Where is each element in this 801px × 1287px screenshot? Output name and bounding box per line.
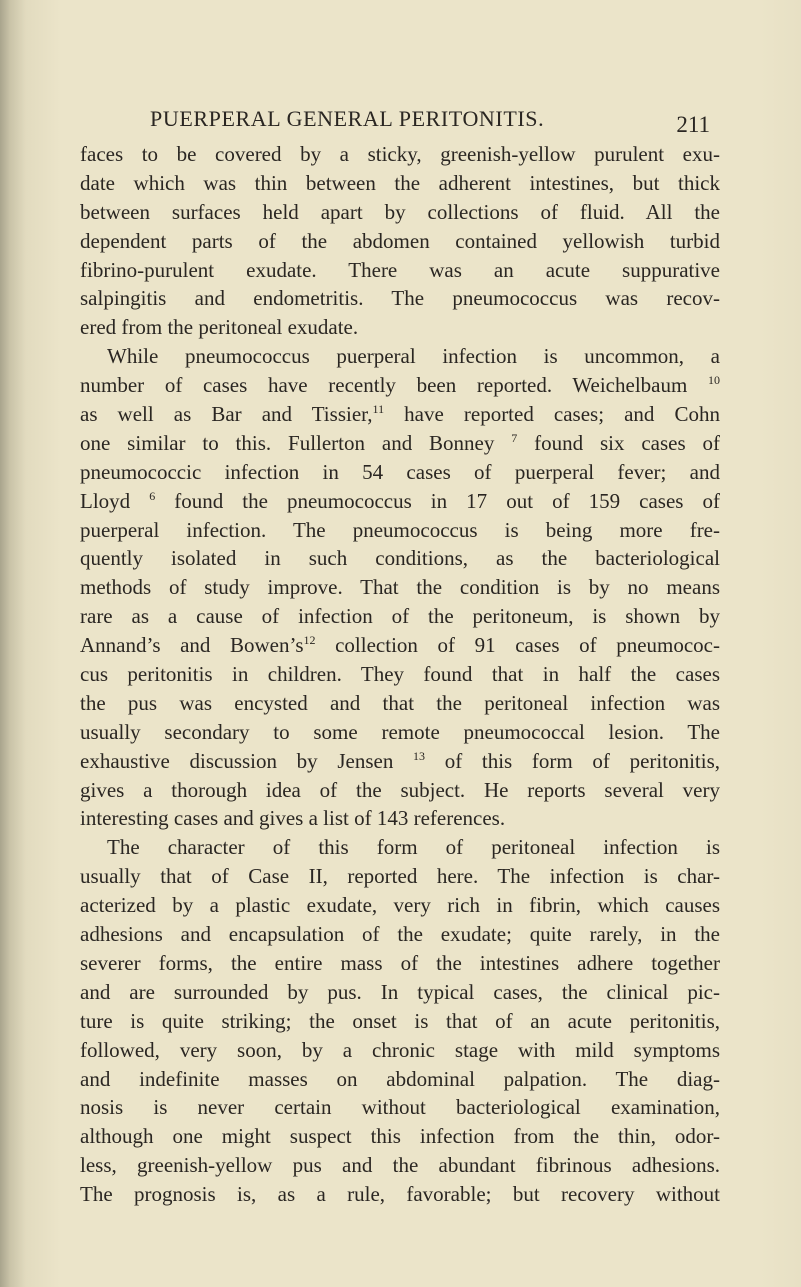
text-line: The prognosis is, as a rule, favorable; but recovery without [80, 1182, 720, 1207]
text-line: severer forms, the entire mass of the intestines adhere together [80, 950, 720, 975]
text-line: acterized by a plastic exudate, very rich in fibrin, which causes [80, 893, 720, 918]
text-line: Annand’s and $Bowen’s^{12}$ collection of 91 cases of pneumococ- [80, 633, 720, 658]
text-line: adhesions and encapsulation of the exudate; quite rarely, in the [80, 922, 720, 947]
text-line: rare as a cause of infection of the peritoneum, is shown by [80, 604, 720, 629]
text-line: and indefinite masses on abdominal palpation. The diag- [80, 1066, 720, 1091]
text-line: dependent parts of the abdomen contained yellowish turbid [80, 228, 720, 253]
footnote-reference: 11 [372, 402, 385, 417]
footnote-reference: 6 [149, 488, 156, 503]
text-line: usually secondary to some remote pneumococcal lesion. The [80, 719, 720, 744]
text-line: as well as Bar and Tissier,$^{11}$ have reported cases; and Cohn [80, 402, 720, 427]
text-line: between surfaces held apart by collections of fluid. All the [80, 199, 720, 224]
running-head: PUERPERAL GENERAL PERITONITIS. [150, 106, 545, 131]
text-line: salpingitis and endometritis. The pneumococcus was recov- [80, 286, 720, 311]
text-line: methods of study improve. That the condition is by no means [80, 575, 720, 600]
text-line: and are surrounded by pus. In typical cases, the clinical pic- [80, 979, 720, 1004]
page-header [150, 106, 710, 142]
footnote-reference: 7 [511, 430, 518, 445]
text-line: interesting cases and gives a list of 143 references. [80, 806, 506, 831]
text-line: The character of this form of peritoneal infection is [107, 835, 720, 860]
page-number: 211 [676, 112, 710, 137]
text-line: faces to be covered by a sticky, greenish-yellow purulent exu- [80, 142, 720, 166]
text-line: although one might suspect this infection from the thin, odor- [80, 1124, 720, 1149]
footnote-reference: 12 [303, 633, 316, 648]
text-line: less, greenish-yellow pus and the abundant fibrinous adhesions. [80, 1153, 720, 1178]
text-line: exhaustive discussion by Jensen $^{13}$ of this form of peritonitis, [80, 748, 720, 773]
text-line: number of cases have recently been reported. Weichelbaum $^{10}$ [80, 373, 720, 398]
text-line: puerperal infection. The pneumococcus is being more fre- [80, 517, 720, 542]
text-line: followed, very soon, by a chronic stage with mild symptoms [80, 1037, 720, 1062]
text-line: ered from the peritoneal exudate. [80, 315, 359, 340]
text-line: usually that of Case II, reported here. The infection is char- [80, 864, 720, 889]
body-text [80, 140, 720, 1209]
text-line: quently isolated in such conditions, as the bacteriological [80, 546, 720, 571]
text-line: While pneumococcus puerperal infection is uncommon, a [107, 344, 720, 369]
text-line: Lloyd $^6$ found the pneumococcus in 17 out of 159 cases of [80, 488, 720, 513]
text-line: nosis is never certain without bacteriological examination, [80, 1095, 720, 1120]
text-line: fibrino-purulent exudate. There was an acute suppurative [80, 257, 720, 282]
text-line: ture is quite striking; the onset is that of an acute peritonitis, [80, 1008, 720, 1033]
text-line: one similar to this. Fullerton and Bonney $^7$ found six cases of [80, 430, 720, 455]
footnote-reference: 10 [708, 373, 720, 388]
text-line: gives a thorough idea of the subject. He reports several very [80, 777, 720, 802]
footnote-reference: 13 [413, 748, 426, 763]
text-line: cus peritonitis in children. They found that in half the cases [80, 662, 720, 687]
text-line: date which was thin between the adherent intestines, but thick [80, 170, 720, 195]
text-line: pneumococcic infection in 54 cases of puerperal fever; and [80, 459, 720, 484]
text-line: the pus was encysted and that the peritoneal infection was [80, 690, 720, 715]
